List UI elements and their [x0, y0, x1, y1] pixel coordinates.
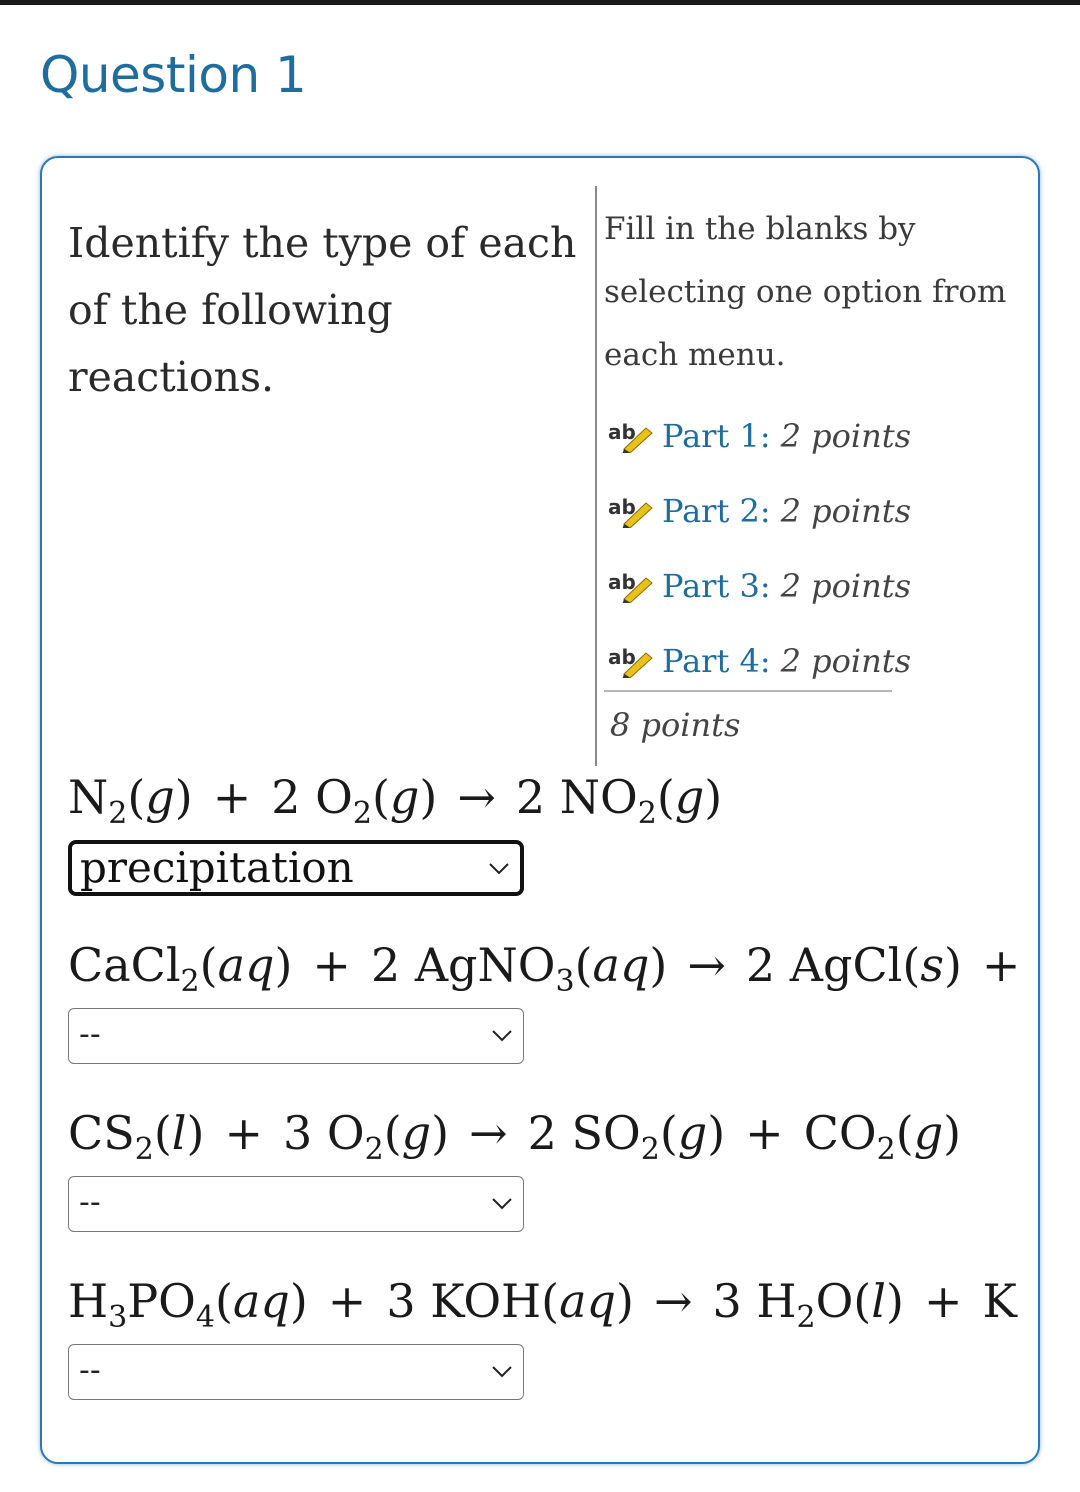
instructions: Fill in the blanks by selecting one option from each menu. — [604, 211, 1007, 373]
reaction-equation: $H_3PO_4(aq) + 3$ KOH(aq) → 3 $H_2O(l) + K$ — [68, 1274, 1017, 1335]
ab-pencil-icon — [608, 419, 654, 453]
ab-pencil-icon — [608, 569, 654, 603]
chevron-down-icon — [491, 1195, 513, 1211]
reaction-type-select[interactable] — [68, 1008, 524, 1064]
total-points: 8 points — [610, 706, 741, 744]
part-label: Part 4: — [662, 641, 771, 680]
reaction-equation: $N_2(g) + 2$ $O_2(g) \to 2$ $NO_2(g)$ — [68, 770, 723, 831]
part-label: Part 3: — [662, 566, 771, 605]
part-points: 2 points — [780, 416, 912, 455]
select-value: -- — [79, 1017, 101, 1052]
reaction-type-select[interactable] — [68, 1176, 524, 1232]
part-points: 2 points — [780, 641, 912, 680]
reaction-equation: CaCl$_2$(aq) + 2 AgNO$_3$(aq) → 2 AgCl(s) + — [68, 938, 1021, 999]
reaction-equation: $CS_2(l) + 3$ $O_2(g) \to 2$ $SO_2(g) + CO_2(g)$ — [68, 1106, 962, 1167]
question-card — [40, 156, 1040, 1464]
ab-pencil-icon — [608, 494, 654, 528]
part-points: 2 points — [780, 566, 912, 605]
reaction-type-select[interactable] — [68, 1344, 524, 1400]
select-value: precipitation — [80, 843, 354, 892]
part-label: Part 2: — [662, 491, 771, 530]
question-prompt: Identify the type of each of the following reactions. — [68, 219, 577, 401]
chevron-down-icon — [491, 1027, 513, 1043]
svg-text:ab: ab — [608, 569, 636, 594]
question-title: Question 1 — [40, 46, 307, 104]
top-bar — [0, 0, 1080, 5]
svg-text:ab: ab — [608, 494, 636, 519]
reaction-type-select[interactable] — [68, 840, 524, 896]
svg-text:ab: ab — [608, 419, 636, 444]
select-value: -- — [79, 1185, 101, 1220]
divider — [595, 186, 597, 766]
part-item — [608, 548, 912, 623]
ab-pencil-icon — [608, 644, 654, 678]
part-item — [608, 398, 912, 473]
parts-list — [608, 398, 912, 698]
chevron-down-icon — [491, 1363, 513, 1379]
part-points: 2 points — [780, 491, 912, 530]
svg-text:ab: ab — [608, 644, 636, 669]
part-label: Part 1: — [662, 416, 771, 455]
part-item — [608, 473, 912, 548]
parts-divider — [604, 690, 892, 692]
chevron-down-icon — [488, 860, 510, 876]
part-item — [608, 623, 912, 698]
select-value: -- — [79, 1353, 101, 1388]
